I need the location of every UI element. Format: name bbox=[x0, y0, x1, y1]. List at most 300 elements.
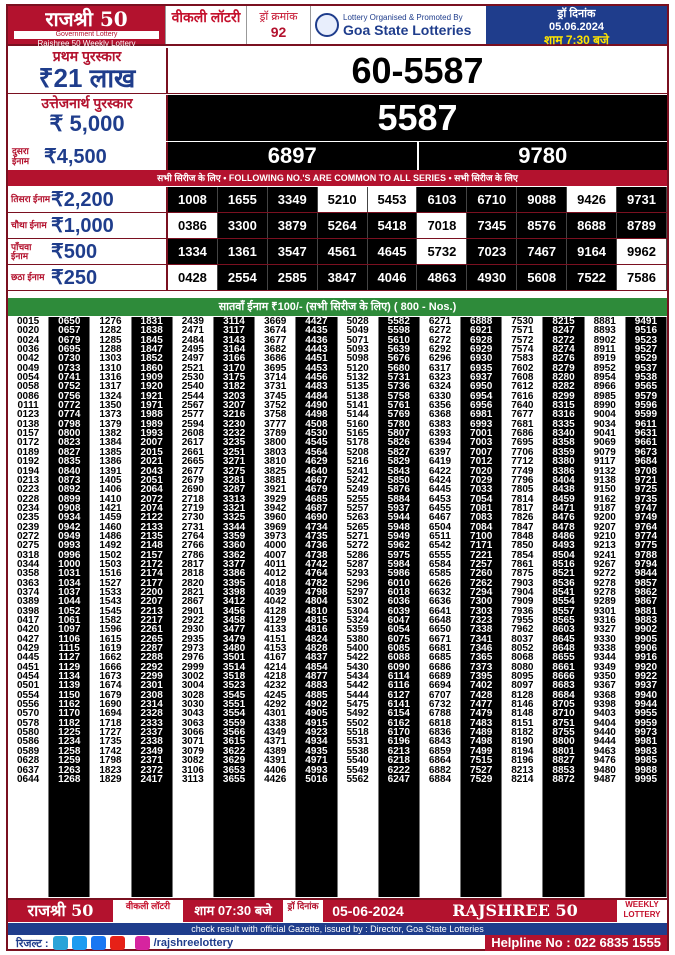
prize-amount: ₹1,000 bbox=[51, 215, 114, 237]
table-cell: 4934 bbox=[305, 736, 328, 748]
table-cell: 6394 bbox=[428, 437, 452, 449]
table-cell: 1421 bbox=[99, 502, 122, 514]
twitter-icon[interactable] bbox=[72, 936, 87, 950]
table-cell: 9440 bbox=[593, 727, 616, 739]
table-cell: 0344 bbox=[16, 558, 40, 570]
table-cell: 2338 bbox=[140, 736, 163, 748]
table-cell: 3686 bbox=[264, 353, 287, 365]
table-cell: 7483 bbox=[470, 717, 493, 729]
table-cell: 5016 bbox=[305, 773, 328, 785]
table-cell: 9944 bbox=[634, 699, 658, 711]
prize-label: पाँचवा ईनाम bbox=[11, 241, 32, 261]
table-cell: 2544 bbox=[181, 390, 204, 402]
table-cell: 5610 bbox=[387, 334, 410, 346]
table-cell: 7612 bbox=[511, 381, 534, 393]
prize-number: 6103 bbox=[417, 187, 467, 212]
table-cell: 6956 bbox=[470, 400, 493, 412]
table-cell: 1317 bbox=[99, 381, 122, 393]
table-cell: 4000 bbox=[264, 540, 287, 552]
table-cell: 3117 bbox=[223, 325, 245, 337]
table-cell: 4685 bbox=[305, 493, 328, 505]
table-cell: 9538 bbox=[634, 372, 658, 384]
table-cell: 3682 bbox=[264, 344, 287, 356]
table-cell: 1735 bbox=[99, 736, 122, 748]
table-cell: 4738 bbox=[305, 549, 328, 561]
table-cell: 9398 bbox=[593, 699, 616, 711]
table-cell: 8902 bbox=[593, 334, 616, 346]
table-cell: 5430 bbox=[346, 661, 369, 673]
table-cell: 9749 bbox=[634, 512, 658, 524]
table-cell: 1405 bbox=[99, 474, 122, 486]
table-cell: 3545 bbox=[222, 689, 246, 701]
number-column bbox=[255, 317, 296, 897]
table-cell: 4905 bbox=[305, 708, 328, 720]
youtube-icon[interactable] bbox=[110, 936, 125, 950]
table-cell: 3143 bbox=[222, 334, 246, 346]
table-cell: 8683 bbox=[552, 680, 575, 692]
table-cell: 6090 bbox=[387, 661, 410, 673]
table-cell: 0451 bbox=[16, 661, 40, 673]
draw-date-box bbox=[486, 6, 667, 47]
table-cell: 4039 bbox=[264, 586, 287, 598]
table-cell: 9920 bbox=[634, 661, 658, 673]
table-cell: 9684 bbox=[634, 456, 658, 468]
table-cell: 2122 bbox=[140, 512, 163, 524]
table-cell: 0934 bbox=[58, 512, 81, 524]
table-cell: 2930 bbox=[181, 624, 204, 636]
table-cell: 9764 bbox=[634, 521, 658, 533]
table-cell: 0996 bbox=[58, 549, 81, 561]
table-cell: 5876 bbox=[387, 484, 410, 496]
seventh-prize-label: सातवाँ ईनाम ₹100/- (सभी सिरीज के लिए) ( 800 - Nos.) bbox=[8, 298, 667, 316]
table-cell: 8316 bbox=[552, 409, 575, 421]
table-cell: 4798 bbox=[305, 586, 328, 598]
table-cell: 5598 bbox=[387, 325, 410, 337]
table-cell: 9079 bbox=[593, 446, 616, 458]
table-cell: 0823 bbox=[58, 437, 81, 449]
table-cell: 8282 bbox=[552, 381, 575, 393]
table-cell: 8095 bbox=[511, 671, 534, 683]
table-cell: 7341 bbox=[470, 633, 493, 645]
table-cell: 3043 bbox=[181, 708, 204, 720]
table-cell: 4923 bbox=[305, 727, 328, 739]
prize-number: 4046 bbox=[368, 265, 418, 290]
table-cell: 7365 bbox=[470, 652, 493, 664]
table-cell: 1034 bbox=[58, 577, 81, 589]
consolation-amount: ₹ 5,000 bbox=[49, 111, 125, 136]
table-cell: 5324 bbox=[346, 615, 369, 626]
table-cell: 8359 bbox=[552, 446, 575, 458]
table-cell: 2690 bbox=[181, 484, 204, 496]
table-cell: 6929 bbox=[470, 344, 493, 356]
table-cell: 3695 bbox=[264, 362, 287, 374]
table-cell: 5241 bbox=[346, 465, 369, 477]
table-cell: 8893 bbox=[593, 325, 616, 337]
table-cell: 2064 bbox=[140, 484, 163, 496]
table-cell: 4042 bbox=[264, 596, 287, 608]
table-cell: 2177 bbox=[140, 577, 163, 589]
table-cell: 1031 bbox=[58, 568, 81, 580]
table-cell: 9940 bbox=[634, 689, 658, 701]
prize-label-box bbox=[8, 213, 168, 238]
table-cell: 9661 bbox=[634, 437, 658, 449]
table-cell: 0892 bbox=[58, 484, 81, 496]
prize-label: छठा ईनाम bbox=[11, 272, 45, 282]
table-cell: 1044 bbox=[58, 596, 81, 608]
table-cell: 3881 bbox=[264, 474, 287, 486]
table-cell: 7001 bbox=[470, 428, 493, 440]
table-cell: 4854 bbox=[305, 661, 328, 673]
prize-number: 2585 bbox=[268, 265, 318, 290]
prize-amount: ₹500 bbox=[51, 241, 98, 263]
prize-number: 1008 bbox=[168, 187, 218, 212]
table-cell: 7686 bbox=[511, 428, 534, 440]
second-prize-amount: ₹4,500 bbox=[44, 145, 107, 168]
table-cell: 8648 bbox=[552, 643, 575, 655]
table-cell: 7955 bbox=[511, 615, 534, 626]
table-cell: 6935 bbox=[470, 362, 493, 374]
table-cell: 1920 bbox=[140, 381, 163, 393]
table-cell: 3004 bbox=[181, 680, 204, 692]
table-cell: 9267 bbox=[593, 558, 616, 570]
table-cell: 7338 bbox=[470, 624, 493, 636]
table-cell: 6626 bbox=[428, 577, 452, 589]
table-cell: 7909 bbox=[511, 596, 534, 608]
table-cell: 8215 bbox=[552, 316, 575, 327]
table-cell: 6162 bbox=[387, 717, 410, 729]
table-cell: 7020 bbox=[470, 465, 493, 477]
table-cell: 0586 bbox=[16, 736, 40, 748]
table-cell: 0138 bbox=[16, 418, 40, 430]
table-cell: 4545 bbox=[305, 437, 328, 449]
table-cell: 7681 bbox=[511, 418, 534, 430]
table-cell: 9327 bbox=[593, 624, 616, 636]
table-cell: 0228 bbox=[16, 493, 40, 505]
table-cell: 7294 bbox=[470, 586, 493, 598]
table-cell: 1831 bbox=[140, 316, 163, 327]
table-cell: 2497 bbox=[181, 353, 204, 365]
table-cell: 0835 bbox=[58, 456, 81, 468]
table-cell: 9747 bbox=[634, 502, 658, 514]
number-column bbox=[90, 317, 131, 897]
table-cell: 2148 bbox=[140, 540, 163, 552]
table-cell: 4828 bbox=[305, 643, 328, 655]
table-cell: 1543 bbox=[99, 596, 122, 608]
table-cell: 0363 bbox=[16, 577, 40, 589]
table-cell: 3559 bbox=[222, 717, 246, 729]
table-cell: 0650 bbox=[58, 316, 81, 327]
table-cell: 5178 bbox=[346, 437, 369, 449]
table-cell: 0637 bbox=[16, 764, 40, 776]
table-cell: 4564 bbox=[305, 446, 328, 458]
table-cell: 0024 bbox=[16, 334, 40, 346]
table-cell: 1386 bbox=[99, 456, 122, 468]
table-cell: 3359 bbox=[222, 530, 246, 542]
table-cell: 9150 bbox=[593, 484, 616, 496]
table-cell: 0840 bbox=[58, 465, 81, 477]
organiser bbox=[310, 6, 486, 44]
table-cell: 1258 bbox=[58, 745, 81, 757]
number-column bbox=[626, 317, 667, 897]
table-cell: 5422 bbox=[346, 652, 369, 664]
table-cell: 3071 bbox=[181, 736, 204, 748]
table-cell: 8037 bbox=[511, 633, 534, 645]
draw-time: शाम 7:30 बजे bbox=[544, 33, 609, 47]
table-cell: 8710 bbox=[552, 708, 575, 720]
table-cell: 0157 bbox=[16, 428, 40, 440]
prize-number: 1334 bbox=[168, 239, 218, 264]
table-cell: 2484 bbox=[181, 334, 204, 346]
table-cell: 4498 bbox=[305, 409, 328, 421]
table-cell: 2818 bbox=[181, 568, 204, 580]
table-cell: 7257 bbox=[470, 558, 493, 570]
table-cell: 7489 bbox=[470, 727, 493, 739]
table-cell: 8471 bbox=[552, 502, 575, 514]
draw-number-box bbox=[247, 6, 310, 44]
instagram-icon[interactable] bbox=[135, 936, 150, 950]
table-cell: 5442 bbox=[346, 680, 369, 692]
table-cell: 0827 bbox=[58, 446, 81, 458]
table-cell: 2766 bbox=[181, 540, 204, 552]
facebook-icon[interactable] bbox=[91, 936, 106, 950]
table-cell: 5302 bbox=[346, 596, 369, 608]
social-handle[interactable]: /rajshreelottery bbox=[153, 937, 234, 949]
table-cell: 5986 bbox=[387, 568, 410, 580]
table-cell: 8340 bbox=[552, 428, 575, 440]
table-cell: 4679 bbox=[305, 484, 328, 496]
table-cell: 2817 bbox=[181, 558, 204, 570]
table-cell: 1379 bbox=[99, 418, 122, 430]
table-cell: 0752 bbox=[58, 381, 81, 393]
organiser-line-1: Lottery Organised & Promoted By bbox=[343, 12, 463, 22]
table-cell: 6213 bbox=[387, 745, 410, 757]
table-cell: 1852 bbox=[140, 353, 163, 365]
table-cell: 8386 bbox=[552, 465, 575, 477]
table-cell: 7221 bbox=[470, 549, 493, 561]
table-cell: 2021 bbox=[140, 456, 163, 468]
first-prize-amount: ₹21 लाख bbox=[38, 63, 136, 93]
table-cell: 9117 bbox=[593, 456, 616, 468]
table-cell: 2043 bbox=[140, 465, 163, 477]
table-cell: 0374 bbox=[16, 586, 40, 598]
table-cell: 3275 bbox=[222, 465, 246, 477]
table-cell: 8299 bbox=[552, 390, 575, 402]
social-bar bbox=[8, 935, 667, 951]
table-cell: 5165 bbox=[346, 428, 369, 440]
table-cell: 4667 bbox=[305, 474, 328, 486]
table-cell: 1845 bbox=[140, 334, 163, 346]
table-cell: 5255 bbox=[346, 493, 369, 505]
table-cell: 6296 bbox=[428, 353, 452, 365]
table-cell: 9611 bbox=[635, 418, 657, 430]
table-cell: 8478 bbox=[552, 521, 575, 533]
table-cell: 2174 bbox=[140, 568, 163, 580]
table-cell: 1384 bbox=[99, 437, 122, 449]
table-cell: 9301 bbox=[593, 605, 616, 617]
table-cell: 2135 bbox=[140, 530, 163, 542]
table-cell: 6453 bbox=[428, 493, 452, 505]
table-cell: 0578 bbox=[16, 717, 40, 729]
table-cell: 0189 bbox=[16, 446, 40, 458]
table-cell: 6324 bbox=[428, 381, 452, 393]
table-cell: 3629 bbox=[222, 755, 246, 767]
table-cell: 9132 bbox=[593, 465, 616, 477]
table-cell: 4804 bbox=[305, 596, 328, 608]
table-cell: 3002 bbox=[181, 671, 204, 683]
table-cell: 5843 bbox=[387, 465, 410, 477]
table-cell: 0644 bbox=[16, 773, 40, 785]
prize-number: 7023 bbox=[467, 239, 517, 264]
number-column bbox=[420, 317, 461, 897]
table-cell: 6504 bbox=[428, 521, 452, 533]
table-cell: 0054 bbox=[16, 372, 40, 384]
table-cell: 1492 bbox=[99, 540, 122, 552]
table-cell: 2288 bbox=[140, 652, 163, 664]
table-cell: 6047 bbox=[387, 615, 410, 626]
table-cell: 8853 bbox=[552, 764, 575, 776]
second-prize-number-2: 9780 bbox=[419, 142, 668, 170]
table-cell: 2764 bbox=[181, 530, 204, 542]
table-cell: 1694 bbox=[99, 708, 122, 720]
table-cell: 1742 bbox=[99, 745, 122, 757]
footer-brand-en: RAJSHREE 50 bbox=[413, 900, 617, 922]
table-cell: 5769 bbox=[387, 409, 410, 421]
table-cell: 2718 bbox=[181, 493, 204, 505]
table-cell: 4736 bbox=[305, 540, 328, 552]
table-cell: 6383 bbox=[428, 418, 452, 430]
table-cell: 6511 bbox=[429, 530, 451, 542]
table-cell: 4902 bbox=[305, 699, 328, 711]
table-cell: 6788 bbox=[428, 708, 452, 720]
table-cell: 3714 bbox=[264, 372, 287, 384]
table-cell: 4508 bbox=[305, 418, 328, 430]
table-cell: 1838 bbox=[140, 325, 163, 337]
table-cell: 9735 bbox=[634, 493, 658, 505]
prize-number: 3879 bbox=[268, 213, 318, 238]
table-cell: 7527 bbox=[470, 764, 493, 776]
table-cell: 3030 bbox=[181, 699, 204, 711]
table-cell: 2608 bbox=[181, 428, 204, 440]
table-cell: 3412 bbox=[222, 596, 246, 608]
table-cell: 3777 bbox=[264, 418, 287, 430]
table-cell: 2786 bbox=[181, 549, 204, 561]
table-cell: 9187 bbox=[593, 502, 616, 514]
table-cell: 6707 bbox=[428, 689, 452, 701]
table-cell: 3362 bbox=[222, 549, 246, 561]
table-cell: 4167 bbox=[264, 652, 287, 664]
table-cell: 2287 bbox=[140, 643, 163, 655]
table-cell: 3230 bbox=[222, 418, 246, 430]
table-cell: 2261 bbox=[140, 624, 163, 636]
table-cell: 3458 bbox=[222, 615, 246, 626]
table-cell: 1847 bbox=[140, 344, 163, 356]
table-cell: 1798 bbox=[99, 755, 122, 767]
table-cell: 1391 bbox=[99, 465, 122, 477]
table-cell: 6424 bbox=[428, 474, 452, 486]
table-cell: 6154 bbox=[387, 708, 410, 720]
table-cell: 0589 bbox=[16, 745, 40, 757]
table-cell: 0123 bbox=[16, 409, 40, 421]
table-cell: 3825 bbox=[264, 465, 287, 477]
table-cell: 3106 bbox=[181, 764, 204, 776]
table-cell: 8985 bbox=[593, 390, 616, 402]
table-cell: 0873 bbox=[58, 474, 81, 486]
table-cell: 0657 bbox=[58, 325, 81, 337]
table-cell: 5761 bbox=[387, 400, 410, 412]
table-cell: 9034 bbox=[593, 418, 616, 430]
table-cell: 6843 bbox=[428, 736, 452, 748]
table-cell: 3800 bbox=[264, 437, 287, 449]
table-cell: 6585 bbox=[428, 568, 452, 580]
table-cell: 2299 bbox=[140, 671, 163, 683]
table-cell: 8272 bbox=[552, 334, 575, 346]
gazette-note: check result with official Gazette, issued by : Director, Goa State Lotteries bbox=[8, 923, 667, 935]
consolation-label-box bbox=[8, 95, 168, 141]
table-cell: 5138 bbox=[346, 390, 369, 402]
table-cell: 3810 bbox=[264, 456, 287, 468]
table-cell: 4810 bbox=[305, 605, 328, 617]
table-cell: 3921 bbox=[264, 484, 287, 496]
table-cell: 5758 bbox=[387, 390, 410, 402]
table-cell: 6928 bbox=[470, 334, 493, 346]
table-cell: 4935 bbox=[305, 745, 328, 757]
telegram-icon[interactable] bbox=[53, 936, 68, 950]
table-cell: 7477 bbox=[470, 699, 493, 711]
table-cell: 2901 bbox=[181, 605, 204, 617]
table-cell: 0239 bbox=[16, 521, 40, 533]
table-cell: 7081 bbox=[470, 502, 493, 514]
table-cell: 8182 bbox=[511, 727, 534, 739]
table-cell: 5265 bbox=[346, 521, 369, 533]
table-cell: 7083 bbox=[470, 512, 493, 524]
table-cell: 4426 bbox=[264, 773, 287, 785]
table-cell: 4214 bbox=[264, 661, 287, 673]
table-cell: 6010 bbox=[387, 577, 410, 589]
table-cell: 4484 bbox=[305, 390, 328, 402]
table-cell: 9867 bbox=[634, 596, 658, 608]
table-cell: 4151 bbox=[264, 633, 287, 645]
table-cell: 9844 bbox=[634, 568, 658, 580]
table-cell: 4883 bbox=[305, 680, 328, 692]
prize-number: 5264 bbox=[318, 213, 368, 238]
table-cell: 8068 bbox=[511, 652, 534, 664]
table-cell: 1406 bbox=[99, 484, 122, 496]
table-cell: 4629 bbox=[305, 456, 328, 468]
table-cell: 0192 bbox=[16, 456, 40, 468]
table-cell: 7262 bbox=[470, 577, 493, 589]
table-cell: 0570 bbox=[16, 708, 40, 720]
table-cell: 8536 bbox=[552, 577, 575, 589]
table-cell: 3271 bbox=[222, 456, 246, 468]
table-cell: 1971 bbox=[140, 400, 163, 412]
table-cell: 9988 bbox=[634, 764, 658, 776]
table-cell: 5400 bbox=[346, 643, 369, 655]
table-cell: 1460 bbox=[99, 521, 122, 533]
table-cell: 3287 bbox=[222, 484, 246, 496]
table-cell: 9708 bbox=[634, 465, 658, 477]
table-cell: 8080 bbox=[511, 661, 534, 673]
table-cell: 4349 bbox=[264, 727, 287, 739]
table-cell: 5948 bbox=[387, 521, 410, 533]
consolation-row bbox=[8, 95, 667, 141]
table-cell: 6921 bbox=[470, 325, 493, 337]
table-cell: 2820 bbox=[181, 577, 204, 589]
table-cell: 8279 bbox=[552, 362, 575, 374]
helpline: Helpline No : 022 6835 1555 bbox=[485, 935, 667, 951]
prize-amount: ₹250 bbox=[51, 267, 98, 289]
table-cell: 8516 bbox=[552, 558, 575, 570]
table-cell: 8554 bbox=[552, 596, 575, 608]
